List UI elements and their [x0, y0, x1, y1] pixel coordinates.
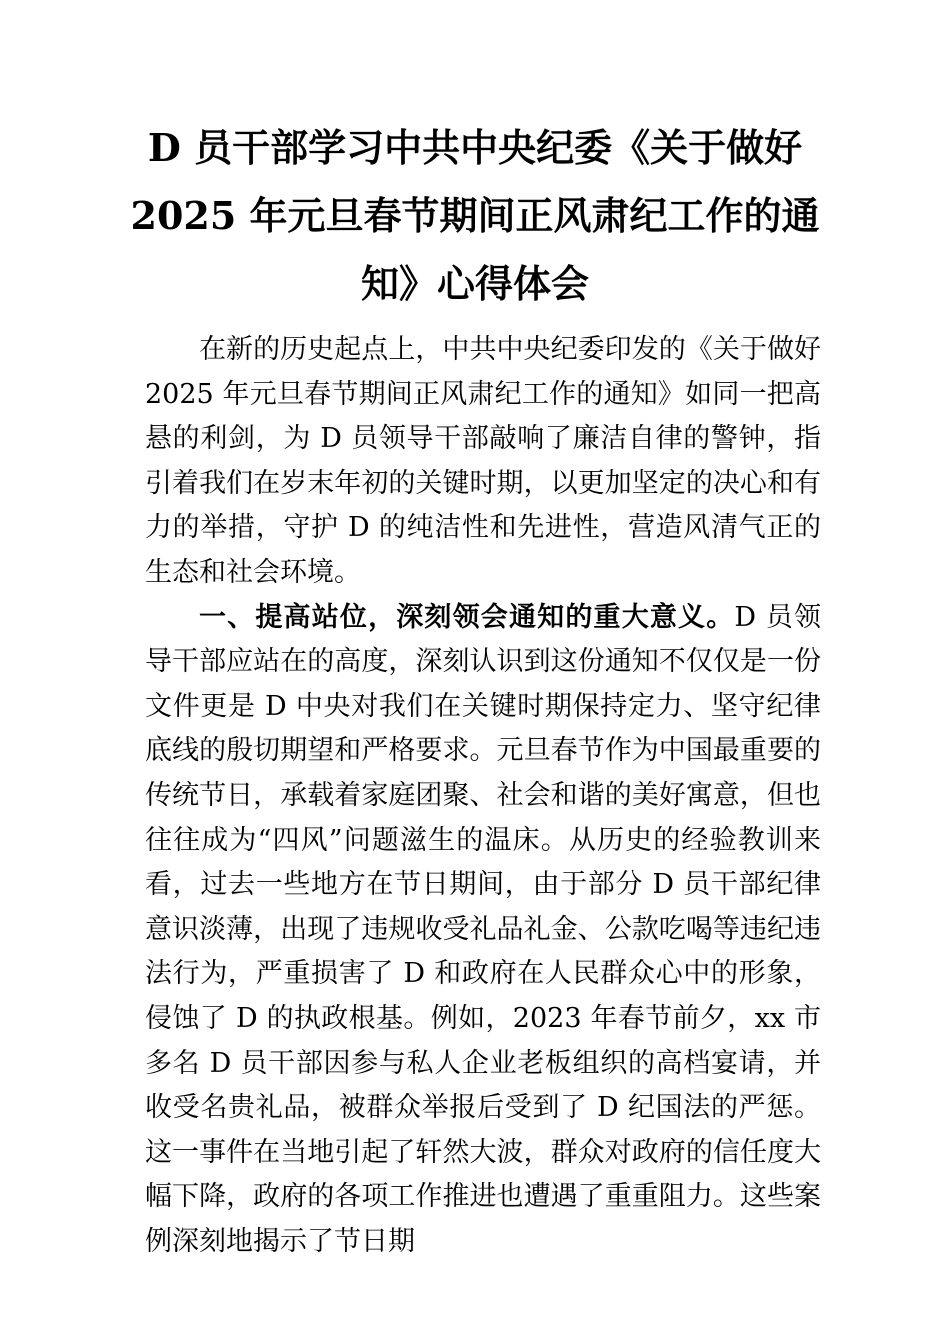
- document-title-line-2: 2025 年元旦春节期间正风肃纪工作的通: [130, 193, 820, 238]
- section-1-heading: 一、提高站位，深刻领会通知的重大意义。: [199, 601, 735, 633]
- document-title-line-1: D 员干部学习中共中央纪委《关于做好: [147, 125, 803, 170]
- body-paragraph-section-1: [145, 596, 821, 1265]
- document-body: [145, 328, 821, 1264]
- document-title-line-3: 知》心得体会: [360, 261, 589, 306]
- section-1-text: D 员领导干部应站在的高度，深刻认识到这份通知不仅仅是一份文件更是 D 中央对我们在关键时期保持定力、坚守纪律底线的殷切期望和严格要求。元旦春节作为中国最重要的传统节日，承载着家庭团聚、社会和谐的美好寓意，但也往往成为“四风”问题滋生的温床。从历史的经验教训来看，过去一些地方在节日期间，由于部分 D 员干部纪律意识淡薄，出现了违规收受礼品礼金、公款吃喝等违纪违法行为，严重损害了 D 和政府在人民群众心中的形象，侵蚀了 D 的执政根基。例如，2023 年春节前夕，xx 市多名 D 员干部因参与私人企业老板组织的高档宴请，并收受名贵礼品，被群众举报后受到了 D 纪国法的严惩。这一事件在当地引起了轩然大波，群众对政府的信任度大幅下降，政府的各项工作推进也遭遇了重重阻力。这些案例深刻地揭示了节日期: [145, 601, 821, 1257]
- body-paragraph-intro: 在新的历史起点上，中共中央纪委印发的《关于做好 2025 年元旦春节期间正风肃纪工作的通知》如同一把高悬的利剑，为 D 员领导干部敲响了廉洁自律的警钟，指引着我们在岁末年初的关键时期，以更加坚定的决心和有力的举措，守护 D 的纯洁性和先进性，营造风清气正的生态和社会环境。: [145, 334, 821, 588]
- document-title: [95, 114, 855, 318]
